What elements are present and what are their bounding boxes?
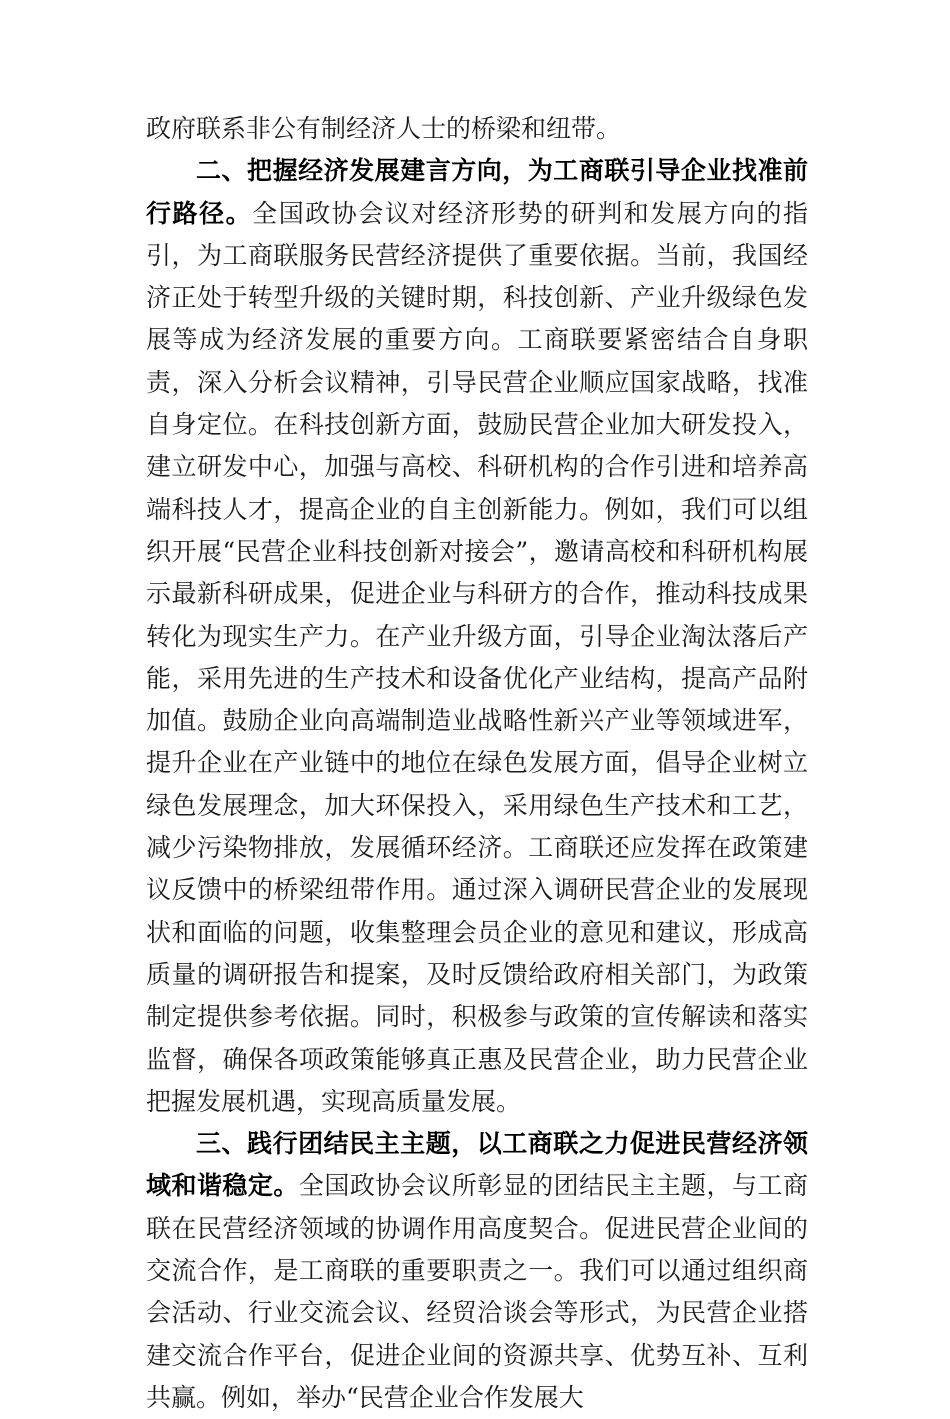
section-2-heading: 二、把握经济发展建言方向，为工商联引导企业找准前行路径。 [146, 156, 808, 228]
continued-paragraph: 政府联系非公有制经济人士的桥梁和纽带。 [146, 114, 622, 143]
section-3-paragraph [146, 1123, 808, 1419]
section-3-body: 全国政协会议所彰显的团结民主主题，与工商联在民营经济领域的协调作用高度契合。促进民营企业间的交流合作，是工商联的重要职责之一。我们可以通过组织商会活动、行业交流会议、经贸洽谈会等形式，为民营企业搭建交流合作平台，促进企业间的资源共享、优势互补、互利共赢。例如，举办“民营企业合作发展大 [146, 1171, 808, 1412]
section-3-heading: 三、践行团结民主主题，以工商联之力促进民营经济领域和谐稳定。 [146, 1129, 808, 1201]
document-body [146, 108, 808, 1419]
section-2-paragraph [146, 150, 808, 1123]
section-2-body: 全国政协会议对经济形势的研判和发展方向的指引，为工商联服务民营经济提供了重要依据。当前，我国经济正处于转型升级的关键时期，科技创新、产业升级绿色发展等成为经济发展的重要方向。工商联要紧密结合自身职责，深入分析会议精神，引导民营企业顺应国家战略，找准自身定位。在科技创新方面，鼓励民营企业加大研发投入，建立研发中心，加强与高校、科研机构的合作引进和培养高端科技人才，提高企业的自主创新能力。例如，我们可以组织开展“民营企业科技创新对接会”，邀请高校和科研机构展示最新科研成果，促进企业与科研方的合作，推动科技成果转化为现实生产力。在产业升级方面，引导企业淘汰落后产能，采用先进的生产技术和设备优化产业结构，提高产品附加值。鼓励企业向高端制造业战略性新兴产业等领域进军，提升企业在产业链中的地位在绿色发展方面，倡导企业树立绿色发展理念，加大环保投入，采用绿色生产技术和工艺，减少污染物排放，发展循环经济。工商联还应发挥在政策建议反馈中的桥梁纽带作用。通过深入调研民营企业的发展现状和面临的问题，收集整理会员企业的意见和建议，形成高质量的调研报告和提案，及时反馈给政府相关部门，为政策制定提供参考依据。同时，积极参与政策的宣传解读和落实监督，确保各项政策能够真正惠及民营企业，助力民营企业把握发展机遇，实现高质量发展。 [146, 198, 808, 1116]
